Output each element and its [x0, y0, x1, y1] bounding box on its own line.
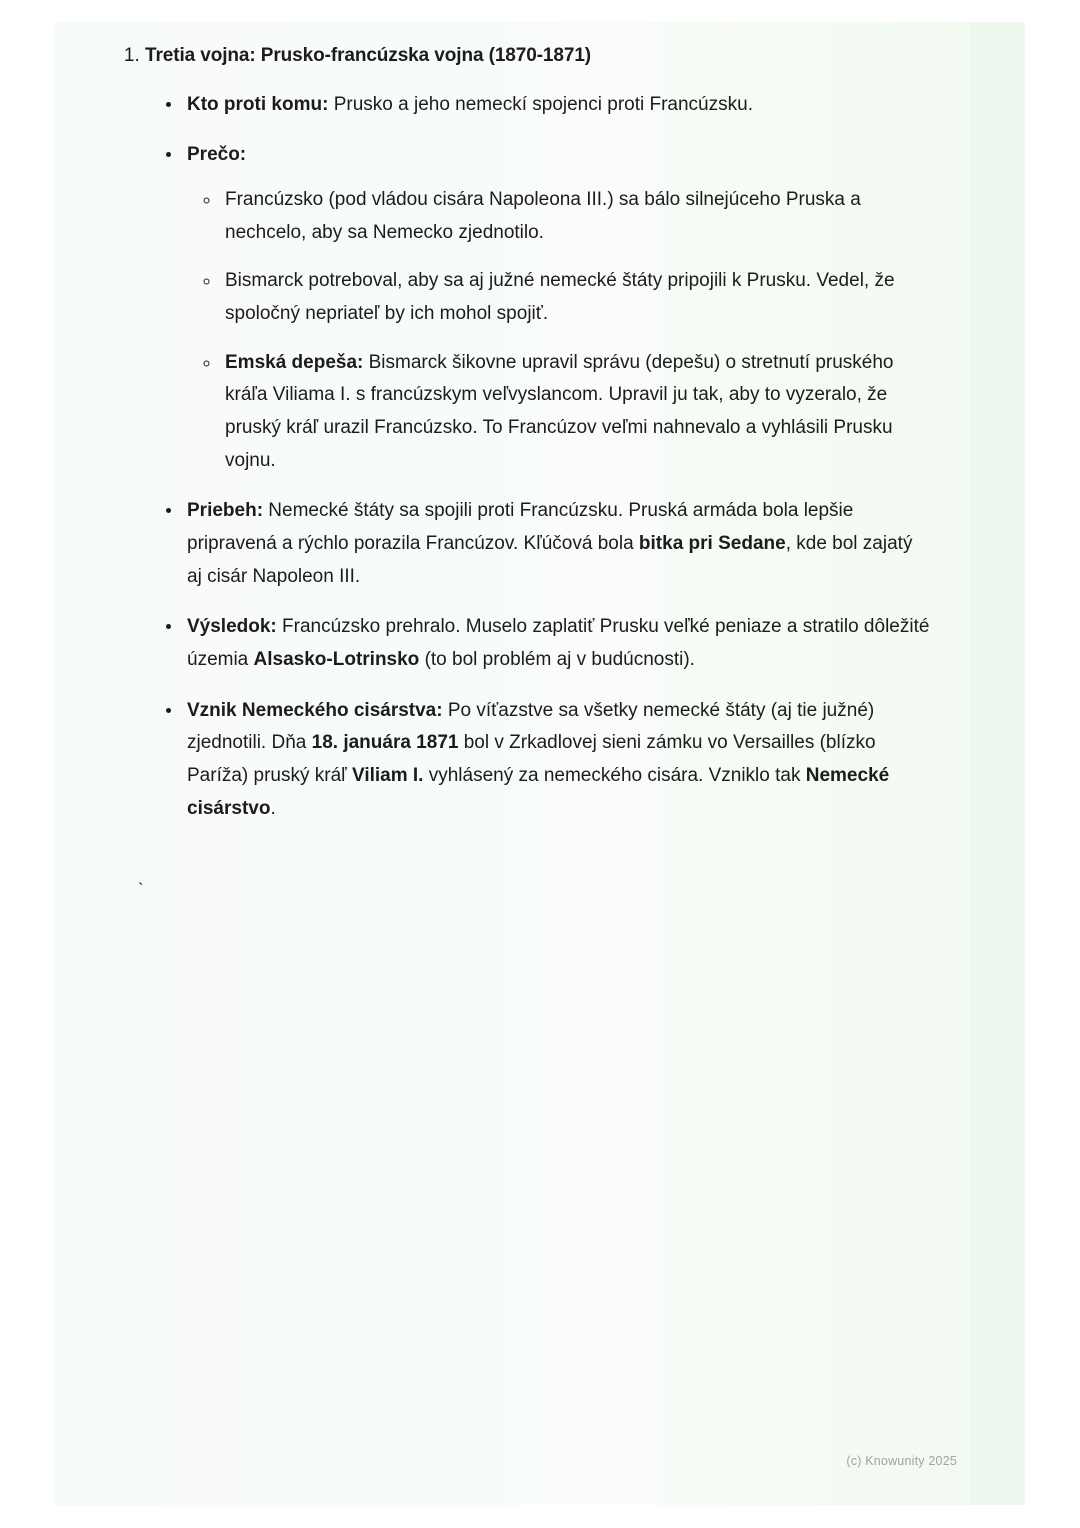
bullet-emphasis: 18. januára 1871	[311, 732, 459, 754]
bullet-emphasis: bitka pri Sedane	[638, 532, 786, 554]
sub-bullet-lead-label: Emská depeša:	[225, 351, 364, 373]
stray-backtick-mark: `	[138, 880, 144, 899]
page-title: Tretia vojna: Prusko-francúzska vojna (1870-1871)	[145, 45, 592, 66]
bullet-lead-label: Výsledok:	[187, 616, 277, 638]
list-item	[183, 611, 930, 676]
bullet-lead-label: Priebeh:	[187, 500, 264, 522]
bullet-text: Nemecké štáty sa spojili proti Francúzsku. Pruská armáda bola lepšie pripravená a rýchlo porazila Francúzov. Kľúčová bola	[187, 500, 854, 554]
sub-bullet-text: Francúzsko (pod vládou cisára Napoleona III.) sa bálo silnejúceho Pruska a nechcelo, aby sa Nemecko zjednotilo.	[225, 188, 861, 243]
bullet-text: Prusko a jeho nemeckí spojenci proti Francúzsku.	[328, 93, 753, 115]
sub-bullet-text: Bismarck šikovne upravil správu (depešu) o stretnutí pruského kráľa Viliama I. s francúzskym veľvyslancom. Upravil ju tak, aby to vyzeralo, že pruský kráľ urazil Francúzsko. To Francúzov veľmi nahnevalo a vyhlásili Prusku vojnu.	[225, 351, 894, 471]
bullet-lead-label: Kto proti komu:	[187, 93, 329, 115]
bullet-text-cont: bol v Zrkadlovej sieni zámku vo Versailles (blízko Paríža) pruský kráľ	[187, 732, 876, 786]
page-right-margin-strip	[970, 22, 1025, 1505]
bullet-emphasis-3: Nemecké cisárstvo	[187, 764, 890, 819]
section-item	[145, 42, 930, 825]
main-bullet-list	[145, 89, 930, 826]
list-item	[183, 139, 930, 477]
bullet-text-cont-2: vyhlásený za nemeckého cisára. Vzniklo tak	[423, 764, 806, 786]
bullet-text-cont: (to bol problém aj v budúcnosti).	[419, 648, 695, 670]
list-item	[183, 89, 930, 122]
document-content	[100, 42, 930, 899]
list-item	[183, 495, 930, 593]
bullet-lead-label: Prečo:	[187, 144, 247, 166]
list-item	[183, 695, 930, 826]
bullet-text: Francúzsko prehralo. Muselo zaplatiť Prusku veľké peniaze a stratilo dôležité územia	[187, 616, 930, 670]
bullet-emphasis: Alsasko-Lotrinsko	[253, 648, 420, 670]
bullet-emphasis-2: Viliam I.	[351, 764, 424, 786]
bullet-text: Po víťazstve sa všetky nemecké štáty (aj tie južné) zjednotili. Dňa	[187, 699, 875, 754]
bullet-text-cont: , kde bol zajatý aj cisár Napoleon III.	[187, 532, 913, 587]
sub-bullet-list	[187, 184, 930, 477]
list-item	[221, 265, 930, 330]
list-item	[221, 184, 930, 249]
copyright-footer: (c) Knowunity 2025	[846, 1454, 957, 1468]
bullet-lead-label: Vznik Nemeckého cisárstva:	[187, 699, 443, 721]
list-item	[221, 347, 930, 478]
bullet-text-cont-3: .	[270, 797, 276, 819]
sub-bullet-text: Bismarck potreboval, aby sa aj južné nemecké štáty pripojili k Prusku. Vedel, že spoločný nepriateľ by ich mohol spojiť.	[225, 270, 895, 324]
document-page	[55, 22, 1025, 1505]
numbered-section-list	[100, 42, 930, 825]
